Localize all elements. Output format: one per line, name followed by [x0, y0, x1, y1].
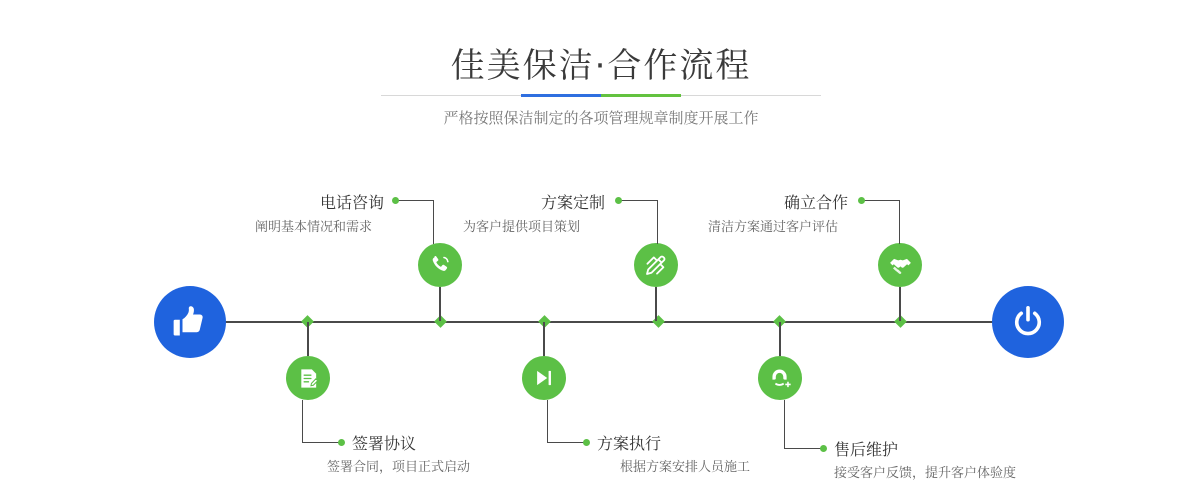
- headset-support-icon: [769, 367, 792, 390]
- step-title-5: 确立合作: [784, 193, 849, 212]
- flow-end-endpoint: [992, 286, 1064, 358]
- step-stem-2: [307, 322, 309, 356]
- step-desc-3: 为客户提供项目策划: [463, 220, 581, 235]
- phone-call-icon: [428, 253, 452, 277]
- divider-accent-blue: [521, 94, 601, 97]
- step-stem-1: [439, 287, 441, 321]
- divider-accent-green: [601, 94, 681, 97]
- step-stem-4: [543, 322, 545, 356]
- thumbs-up-icon: [172, 304, 208, 340]
- step-stem-5: [899, 287, 901, 321]
- step-connector-2-vertical: [302, 400, 303, 443]
- step-connector-4-horizontal: [547, 442, 585, 443]
- page-title: 佳美保洁·合作流程: [450, 46, 752, 86]
- flow-start-endpoint: [154, 286, 226, 358]
- step-connector-5-horizontal: [864, 200, 900, 201]
- step-connector-1-vertical: [433, 200, 434, 244]
- step-stem-3: [655, 287, 657, 321]
- step-bubble-2: [286, 356, 330, 400]
- step-bubble-1: [418, 243, 462, 287]
- step-bubble-3: [634, 243, 678, 287]
- step-bubble-5: [878, 243, 922, 287]
- step-connector-5-vertical: [899, 200, 900, 244]
- step-desc-6: 接受客户反馈，提升客户体验度: [834, 466, 1017, 481]
- step-connector-dot-6: [820, 445, 827, 452]
- step-connector-2-horizontal: [302, 442, 340, 443]
- power-icon: [1010, 304, 1046, 340]
- step-connector-dot-2: [338, 439, 345, 446]
- step-bubble-6: [758, 356, 802, 400]
- step-title-3: 方案定制: [541, 193, 606, 212]
- step-connector-3-vertical: [657, 200, 658, 244]
- step-desc-1: 阐明基本情况和需求: [255, 220, 373, 235]
- handshake-icon: [888, 253, 913, 278]
- play-forward-icon: [533, 367, 555, 389]
- step-connector-1-horizontal: [398, 200, 434, 201]
- step-desc-2: 签署合同，项目正式启动: [327, 460, 471, 475]
- step-bubble-4: [522, 356, 566, 400]
- document-edit-icon: [297, 367, 320, 390]
- step-desc-5: 清洁方案通过客户评估: [708, 220, 839, 235]
- step-stem-6: [779, 322, 781, 356]
- step-connector-dot-4: [583, 439, 590, 446]
- step-title-2: 签署协议: [352, 434, 417, 453]
- step-connector-dot-1: [392, 197, 399, 204]
- pen-ruler-icon: [644, 253, 668, 277]
- step-connector-4-vertical: [547, 400, 548, 443]
- step-connector-dot-3: [615, 197, 622, 204]
- step-title-6: 售后维护: [834, 440, 899, 459]
- step-desc-4: 根据方案安排人员施工: [620, 460, 751, 475]
- step-title-4: 方案执行: [597, 434, 662, 453]
- step-connector-dot-5: [858, 197, 865, 204]
- step-connector-6-horizontal: [784, 448, 822, 449]
- title-divider: [0, 94, 1202, 97]
- step-connector-3-horizontal: [621, 200, 658, 201]
- step-connector-6-vertical: [784, 400, 785, 449]
- step-title-1: 电话咨询: [320, 193, 385, 212]
- page-subtitle: 严格按照保洁制定的各项管理规章制度开展工作: [443, 109, 759, 127]
